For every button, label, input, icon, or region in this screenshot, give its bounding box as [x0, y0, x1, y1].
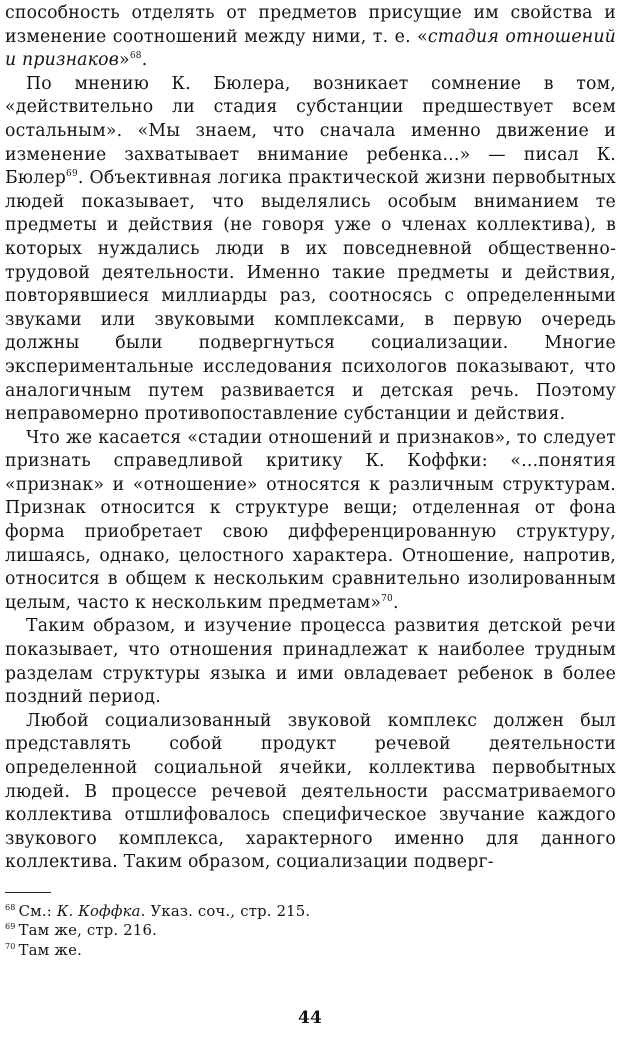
footnote: [5, 902, 616, 922]
footnote-ref: 68: [129, 51, 142, 62]
text-run: Там же, стр. 216.: [18, 922, 157, 940]
text-run: По мнению К. Бюлера, возникает сомнение в том, «действительно ли стадия субстанции предшествует всем остальным». «Мы знаем, что сначала именно движение и изменение захватывает внимание ребенка...» — писал К. Бюлер: [5, 73, 616, 189]
paragraph: [5, 615, 616, 709]
paragraph: [5, 2, 616, 73]
text-run: См.:: [18, 902, 57, 920]
text-run: »: [119, 50, 130, 71]
page-number: 44: [297, 1008, 323, 1028]
body-text: [5, 2, 616, 875]
italic-text: стадия отношений и признаков: [5, 26, 616, 71]
text-run: Что же касается «стадии отношений и признаков», то следует признать справедливой критику К. Коффки: «...понятия «признак» и «отношение» относятся к различным структурам. Признак относится к структуре вещи; отделенная от фона форма приобретает свою дифференцированную структуру, лишаясь, однако, целостного характера. Отношение, напротив, относится в общем к нескольким сравнительно изолированным целым, часто к нескольким предметам»: [5, 427, 616, 613]
paragraph: [5, 710, 616, 875]
text-run: Таким образом, и изучение процесса развития детской речи показывает, что отношения принадлежат к наиболее трудным разделам структуры языка и ими овладевает ребенок в более поздний период.: [5, 616, 616, 708]
text-run: Любой социализованный звуковой комплекс должен был представлять собой продукт речевой деятельности определенной социальной ячейки, коллектива первобытных людей. В процессе речевой деятельности рассматриваемого коллектива отшлифовалось специфическое звучание каждого звукового комплекса, характерного именно для данного коллектива. Таким образом, социализации подверг-: [5, 710, 616, 873]
footnotes: [5, 902, 616, 961]
paragraph: [5, 73, 616, 427]
text-run: способность отделять от предметов присущие им свойства и изменение соотношений между ними, т. е. «: [5, 3, 616, 47]
text-run: Указ. соч., стр. 215.: [145, 902, 311, 920]
footnote: [5, 921, 616, 941]
paragraph: [5, 427, 616, 616]
text-run: .: [392, 592, 399, 613]
footnote: [5, 941, 616, 961]
footnote-ref: 69: [5, 922, 16, 932]
text-run: . Объективная логика практической жизни первобытных людей показывает, что выделялись особым вниманием те предметы и действия (не говоря уже о членах коллектива), в которых нуждались люди в их повседневной общественно-трудовой деятельности. Именно такие предметы и действия, повторявшиеся миллиарды раз, соотносясь с определенными звуками или звуковыми комплексами, в первую очередь должны были подвергнуться социализации. Многие экспериментальные исследования психологов показывают, что аналогичным путем развивается и детская речь. Поэтому неправомерно противопоставление субстанции и действия.: [5, 168, 616, 425]
text-run: Там же.: [18, 941, 82, 959]
footnote-ref: 70: [381, 593, 393, 604]
footnote-ref: 68: [5, 902, 16, 912]
footnote-ref: 69: [66, 169, 78, 180]
italic-text: К. Коффка.: [56, 902, 146, 920]
text-run: .: [141, 50, 148, 71]
footnote-separator: [5, 892, 51, 893]
footnote-ref: 70: [5, 941, 16, 951]
